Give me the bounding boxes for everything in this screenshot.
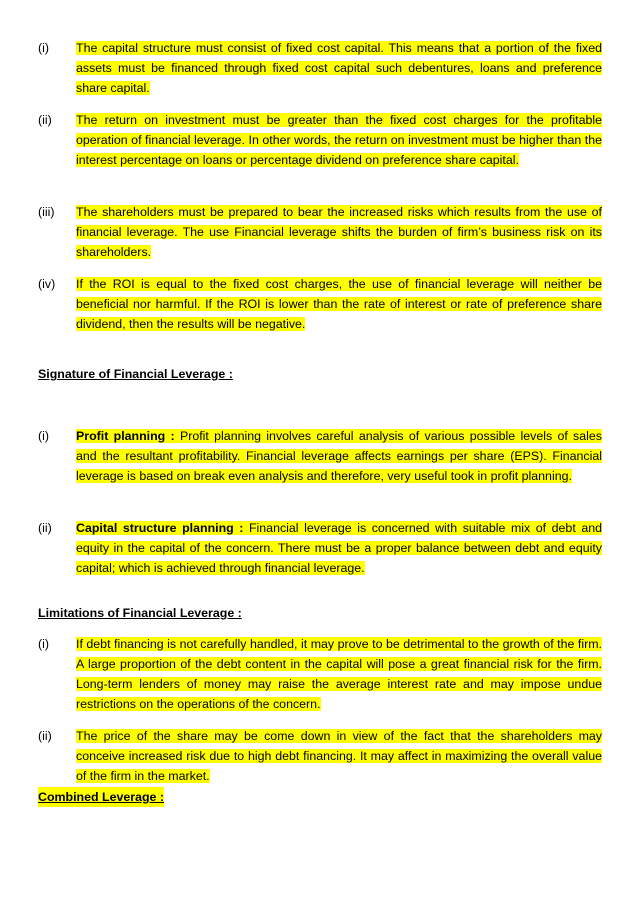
condition-item-2	[38, 110, 602, 190]
condition-item-3	[38, 202, 602, 262]
item-number: (iv)	[38, 277, 56, 291]
item-number: (ii)	[38, 521, 52, 535]
limitation-item-2	[38, 726, 602, 786]
limitations-heading: Limitations of Financial Leverage :	[38, 606, 242, 620]
item-text: If the ROI is equal to the fixed cost charges, the use of financial leverage will neither be beneficial nor harmful. If the ROI is lower than the rate of interest or rate of preference share dividend, then the results will be negative.	[76, 277, 602, 331]
item-text: The capital structure must consist of fixed cost capital. This means that a portion of the fixed assets must be financed through fixed cost capital such debentures, loans and preference share capital.	[76, 41, 602, 95]
item-term: Profit planning :	[76, 429, 175, 443]
item-text: If debt financing is not carefully handled, it may prove to be detrimental to the growth of the firm. A large proportion of the debt content in the capital will pose a great financial risk for the firm. Long-term lenders of money may raise the average interest rate and may impose undue restrictions on the operations of the concern.	[76, 637, 602, 711]
signature-item-1	[38, 426, 602, 506]
combined-heading: Combined Leverage :	[38, 787, 164, 807]
item-number: (ii)	[38, 729, 52, 743]
item-term: Capital structure planning :	[76, 521, 244, 535]
signature-heading: Signature of Financial Leverage :	[38, 367, 233, 381]
item-number: (ii)	[38, 113, 52, 127]
item-number: (i)	[38, 41, 50, 55]
item-text: Profit planning involves careful analysis of various possible levels of sales and the resultant profitability. Financial leverage affects earnings per share (EPS). Financial leverage is based on break even analysis and therefore, very useful took in profit planning.	[76, 429, 602, 483]
signature-item-2	[38, 518, 602, 578]
item-text: The return on investment must be greater than the fixed cost charges for the profitable operation of financial leverage. In other words, the return on investment must be higher than the interest percentage on loans or percentage dividend on preference share capital.	[76, 113, 602, 167]
item-number: (i)	[38, 637, 50, 651]
limitation-item-1	[38, 634, 602, 714]
item-number: (i)	[38, 429, 50, 443]
condition-item-1	[38, 38, 602, 98]
item-number: (iii)	[38, 205, 55, 219]
condition-item-4	[38, 274, 602, 334]
item-text: Financial leverage is concerned with suitable mix of debt and equity in the capital of the concern. There must be a proper balance between debt and equity capital; which is achieved through financial leverage.	[76, 521, 602, 575]
item-text: The shareholders must be prepared to bear the increased risks which results from the use of financial leverage. The use Financial leverage shifts the burden of firm’s business risk on its shareholders.	[76, 205, 602, 259]
item-text: The price of the share may be come down in view of the fact that the shareholders may conceive increased risk due to high debt financing. It may affect in maximizing the overall value of the firm in the market.	[76, 729, 602, 783]
